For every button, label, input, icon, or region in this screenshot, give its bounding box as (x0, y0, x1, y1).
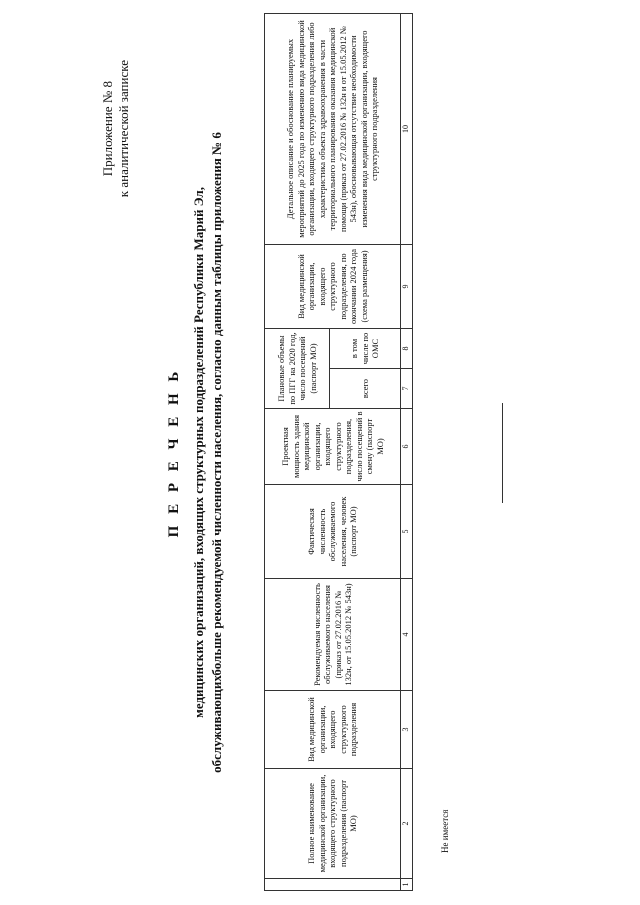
column-number: 2 (401, 769, 413, 879)
document-subtitle (190, 0, 226, 905)
header-cell-oms: в том числе по ОМС (330, 328, 401, 368)
header-cell-org-type: Вид медицинской организации, входящего структурного подразделения (265, 691, 401, 769)
header-cell-recommended-population: Рекомендуемая численность обслуживаемого населения (приказ от 27.02.2016 № 132н, от 15.05.2012 № 543н) (265, 579, 401, 691)
column-number: 9 (401, 244, 413, 328)
header-cell-description: Детальное описание и обоснование планируемых мероприятий до 2025 года по изменению вида медицинской организации, входящего структурного подразделения либо характеристика объекта здравоохранения в части территориального планирования оказания медицинской помощи (приказ от 27.02.2016 № 132н и от 15.05.2012 № 543н), обосновывающая отсутствие необходимости изменения вида медицинской организации, входящего структурного подразделения (265, 13, 401, 244)
document-title: П Е Р Е Ч Е Н Ь (166, 367, 182, 538)
column-number: 1 (401, 879, 413, 891)
header-cell-total: всего (330, 369, 401, 409)
column-number-row (401, 13, 413, 890)
column-number: 7 (401, 369, 413, 409)
empty-note: Не имеется (440, 809, 450, 853)
header-cell-planned-volumes: Плановые объемы по ПГГ на 2020 год, число посещений (паспорт МО) (265, 328, 330, 408)
header-row (265, 13, 330, 890)
column-number: 10 (401, 13, 413, 244)
appendix-label (100, 60, 132, 197)
column-number: 4 (401, 579, 413, 691)
subtitle-line-2: обслуживающихбольше рекомендуемой численности населения, согласно данным таблицы приложения № 6 (209, 132, 224, 773)
appendix-reference: к аналитической записке (116, 60, 131, 198)
column-number: 6 (401, 409, 413, 485)
header-cell-full-name: Полное наименование медицинской организации, входящего структурного подразделения (паспорт МО) (265, 769, 401, 879)
header-cell-org-type-2024: Вид медицинской организации, входящего структурного подразделения, по окончании 2024 года (схема размещения) (265, 244, 401, 328)
subtitle-line-1: медицинских организаций, входящих структурных подразделений Республики Марий Эл, (191, 187, 206, 718)
column-number: 3 (401, 691, 413, 769)
column-number: 8 (401, 328, 413, 368)
title-divider (502, 403, 503, 503)
organizations-table (264, 13, 413, 891)
appendix-number: Приложение № 8 (100, 81, 115, 177)
header-cell-design-capacity: Проектная мощность здания медицинской организации, входящего структурного подразделения, число посещений в смену (паспорт МО) (265, 409, 401, 485)
column-number: 5 (401, 485, 413, 579)
header-cell-actual-population: Фактическая численность обслуживаемого населения, человек (паспорт МО) (265, 485, 401, 579)
header-cell-1 (265, 879, 401, 891)
